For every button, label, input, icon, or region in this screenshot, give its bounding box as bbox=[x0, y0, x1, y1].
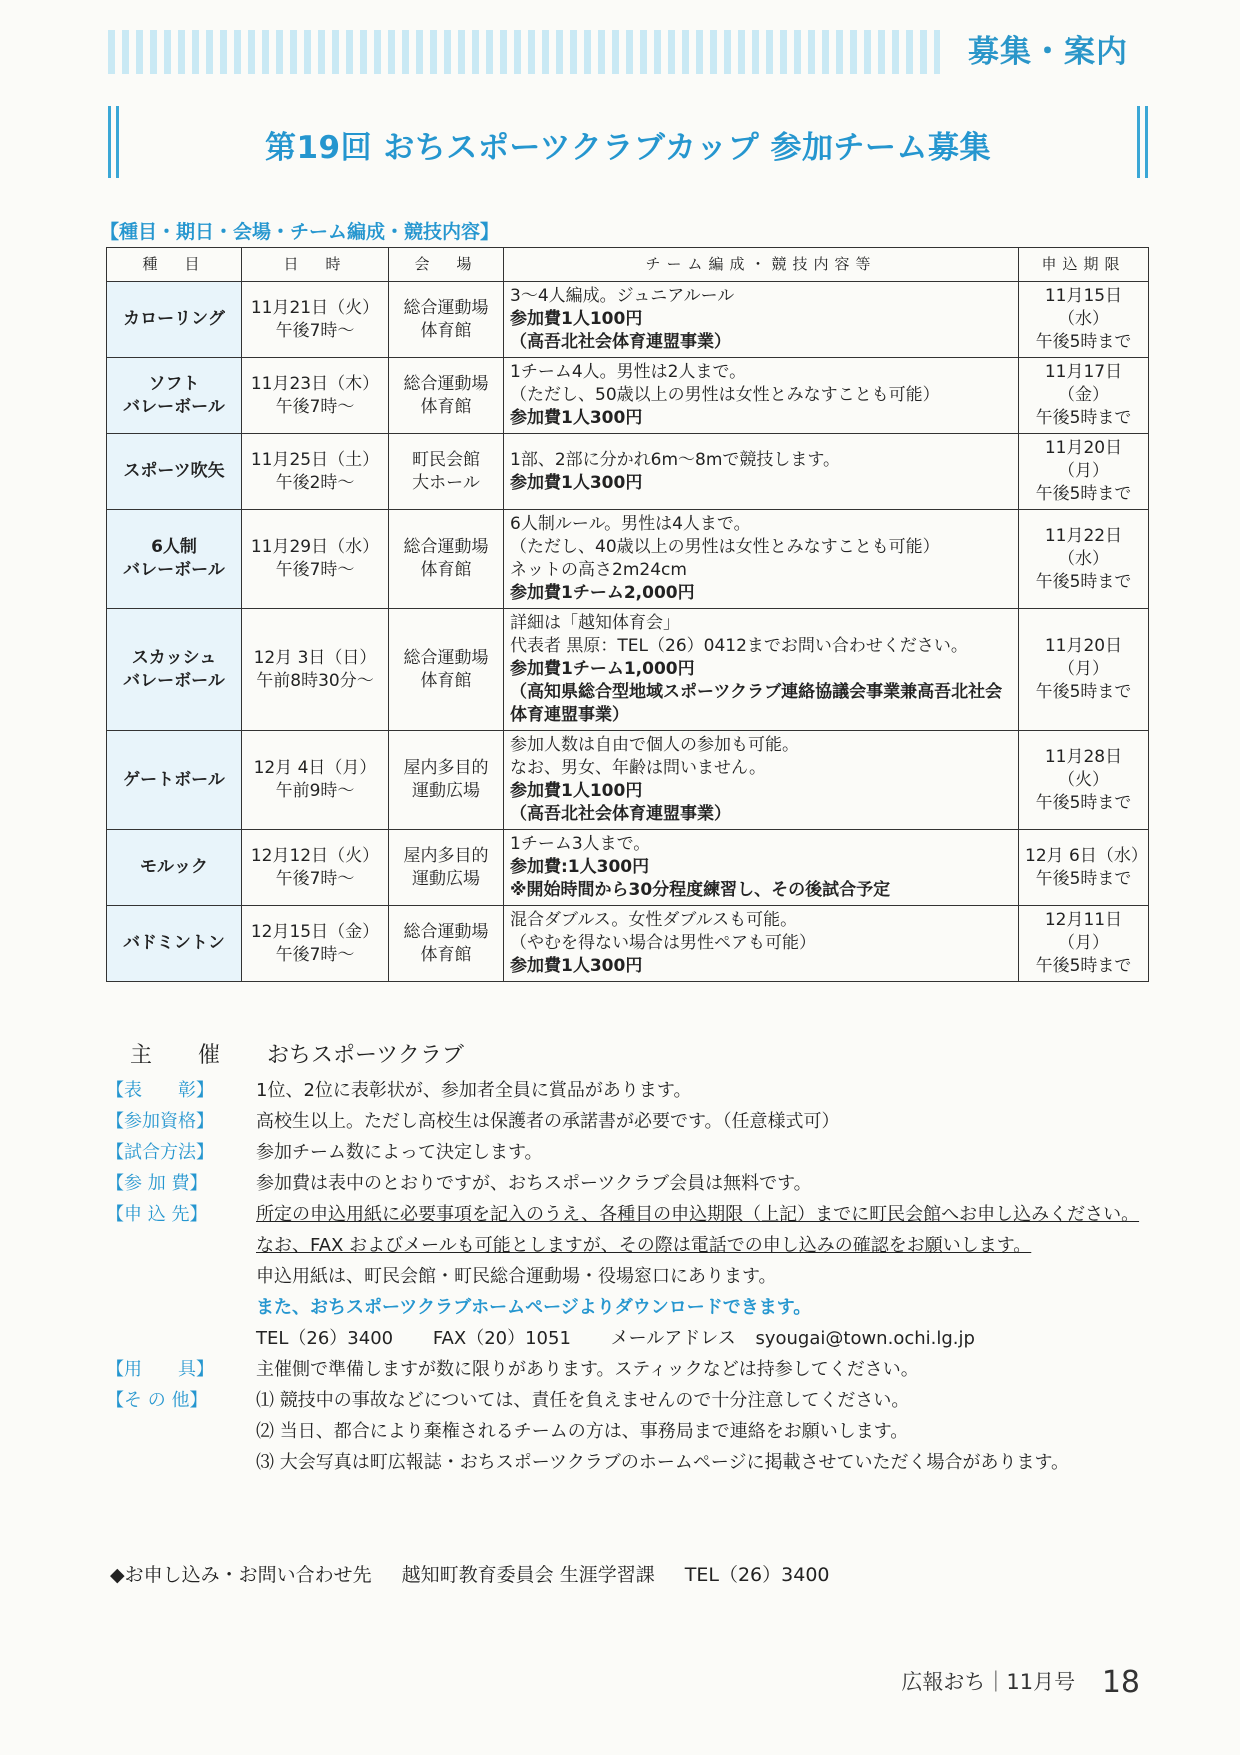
inquiry-org: 越知町教育委員会 生涯学習課 bbox=[401, 1564, 655, 1586]
sport-cell bbox=[107, 906, 242, 982]
date-line: 午前9時～ bbox=[275, 781, 355, 801]
method-value: 参加チーム数によって決定します。 bbox=[256, 1142, 543, 1163]
venue-line: 屋内多目的 bbox=[403, 845, 489, 866]
venue-line: 町民会館 bbox=[412, 449, 480, 470]
details-line: 参加費1人300円 bbox=[510, 408, 643, 428]
details-line: 参加人数は自由で個人の参加も可能。 bbox=[510, 735, 799, 755]
date-line: 午後7時～ bbox=[275, 396, 355, 417]
date-cell bbox=[242, 906, 389, 982]
header-tag: 募集・案内 bbox=[940, 30, 1148, 74]
date-cell bbox=[242, 510, 389, 609]
deadline-cell bbox=[1019, 609, 1149, 731]
deadline-line: 午後5時まで bbox=[1035, 956, 1132, 976]
apply-label: 【申 込 先】 bbox=[106, 1204, 208, 1225]
details-line: （ただし、50歳以上の男性は女性とみなすことも可能） bbox=[510, 385, 940, 405]
deadline-cell bbox=[1019, 282, 1149, 358]
apply-download-note: また、おちスポーツクラブホームページよりダウンロードできます。 bbox=[256, 1297, 812, 1318]
col-header-sport: 種 目 bbox=[107, 248, 242, 282]
sport-name: カローリング bbox=[123, 309, 225, 329]
deadline-line: 11月20日（月） bbox=[1044, 636, 1123, 679]
fee-label: 【参 加 費】 bbox=[106, 1173, 208, 1194]
info-apply bbox=[106, 1199, 1146, 1354]
info-eligibility bbox=[106, 1106, 1146, 1137]
col-header-deadline: 申込期限 bbox=[1019, 248, 1149, 282]
award-value: 1位、2位に表彰状が、参加者全員に賞品があります。 bbox=[256, 1080, 692, 1101]
contact-fax: FAX（20）1051 bbox=[432, 1328, 571, 1349]
table-row bbox=[107, 731, 1149, 830]
details-line: 6人制ルール。男性は4人まで。 bbox=[510, 514, 751, 534]
deadline-line: 12月11日（月） bbox=[1044, 910, 1123, 953]
details-line: 参加費1チーム1,000円 bbox=[510, 659, 695, 679]
details-cell bbox=[504, 282, 1019, 358]
date-line: 午後7時～ bbox=[275, 320, 355, 341]
info-fee bbox=[106, 1168, 1146, 1199]
venue-line: 体育館 bbox=[420, 396, 472, 417]
deadline-line: 11月22日（水） bbox=[1044, 525, 1123, 569]
date-line: 午後7時～ bbox=[275, 944, 355, 965]
details-line: 3～4人編成。ジュニアルール bbox=[510, 286, 735, 306]
details-line: （高吾北社会体育連盟事業） bbox=[510, 804, 731, 824]
inquiry-label: ◆お申し込み・お問い合わせ先 bbox=[110, 1564, 372, 1586]
deadline-cell bbox=[1019, 830, 1149, 906]
col-header-date: 日 時 bbox=[242, 248, 389, 282]
date-cell bbox=[242, 358, 389, 434]
venue-cell bbox=[389, 609, 504, 731]
date-cell bbox=[242, 434, 389, 510]
details-line: 混合ダブルス。女性ダブルスも可能。 bbox=[510, 910, 798, 930]
details-line: 参加費1チーム2,000円 bbox=[510, 583, 695, 603]
date-line: 11月25日（土） bbox=[250, 449, 380, 470]
deadline-cell bbox=[1019, 906, 1149, 982]
fee-value: 参加費は表中のとおりですが、おちスポーツクラブ会員は無料です。 bbox=[256, 1173, 812, 1194]
info-award bbox=[106, 1075, 1146, 1106]
sport-name: バレーボール bbox=[123, 670, 225, 691]
sport-name: バレーボール bbox=[123, 560, 225, 580]
inquiry-tel: TEL（26）3400 bbox=[684, 1564, 830, 1586]
deadline-line: 午後5時まで bbox=[1035, 408, 1132, 428]
table-row bbox=[107, 906, 1149, 982]
details-line: 詳細は「越知体育会」 bbox=[510, 613, 680, 633]
details-line: 参加費1人100円 bbox=[510, 309, 643, 329]
details-line: 代表者 黒原：TEL（26）0412までお問い合わせください。 bbox=[510, 636, 968, 656]
award-label: 【表 彰】 bbox=[106, 1080, 214, 1101]
deadline-cell bbox=[1019, 731, 1149, 830]
details-line: 1部、2部に分かれ6m～8mで競技します。 bbox=[510, 449, 841, 470]
info-method bbox=[106, 1137, 1146, 1168]
table-row bbox=[107, 434, 1149, 510]
date-line: 12月12日（火） bbox=[250, 845, 380, 866]
venue-cell bbox=[389, 434, 504, 510]
date-line: 12月 3日（日） bbox=[253, 647, 377, 668]
deadline-line: 午後5時まで bbox=[1035, 484, 1132, 504]
details-line: （高知県総合型地域スポーツクラブ連絡協議会事業兼高吾北社会体育連盟事業） bbox=[510, 682, 1003, 725]
equipment-label: 【用 具】 bbox=[106, 1359, 214, 1380]
venue-line: 体育館 bbox=[420, 670, 472, 691]
deadline-cell bbox=[1019, 510, 1149, 609]
deadline-line: 午後5時まで bbox=[1035, 571, 1132, 592]
contact-line bbox=[256, 1323, 1146, 1354]
date-line: 11月21日（火） bbox=[250, 297, 380, 318]
deadline-line: 午後5時まで bbox=[1035, 332, 1132, 352]
sport-name: ソフト bbox=[148, 373, 200, 394]
sport-name: モルック bbox=[140, 857, 208, 877]
date-line: 午後2時～ bbox=[275, 472, 355, 493]
sport-name: スカッシュ bbox=[131, 647, 217, 668]
other-item: ⑵ 当日、都合により棄権されるチームの方は、事務局まで連絡をお願いします。 bbox=[256, 1421, 909, 1442]
other-list bbox=[256, 1385, 1146, 1478]
deadline-line: 12月 6日（水） bbox=[1025, 845, 1148, 866]
venue-cell bbox=[389, 906, 504, 982]
table-row bbox=[107, 510, 1149, 609]
details-line: （ただし、40歳以上の男性は女性とみなすことも可能） bbox=[510, 537, 940, 557]
date-cell bbox=[242, 282, 389, 358]
other-label: 【そ の 他】 bbox=[106, 1390, 208, 1411]
details-cell bbox=[504, 609, 1019, 731]
date-cell bbox=[242, 731, 389, 830]
footer-magazine: 広報おち｜11月号 bbox=[901, 1670, 1076, 1694]
table-body bbox=[107, 282, 1149, 982]
details-line: （高吾北社会体育連盟事業） bbox=[510, 332, 731, 352]
section-label: 【種目・期日・会場・チーム編成・競技内容】 bbox=[100, 221, 500, 243]
deadline-cell bbox=[1019, 358, 1149, 434]
date-cell bbox=[242, 830, 389, 906]
header-band bbox=[108, 30, 1148, 74]
date-cell bbox=[242, 609, 389, 731]
sport-cell bbox=[107, 731, 242, 830]
sport-name: バレーボール bbox=[123, 396, 225, 417]
date-line: 12月15日（金） bbox=[250, 921, 380, 942]
eligibility-label: 【参加資格】 bbox=[106, 1111, 214, 1132]
apply-text-1: 所定の申込用紙に必要事項を記入のうえ、各種目の申込期限（上記）までに町民会館へお申し込みください。なお、FAX およびメールも可能としますが、その際は電話での申し込みの確認をお願いします。 bbox=[256, 1204, 1140, 1256]
deadline-line: 午後5時まで bbox=[1035, 868, 1132, 889]
date-line: 11月23日（木） bbox=[250, 373, 380, 394]
date-line: 12月 4日（月） bbox=[253, 758, 377, 778]
details-line: 参加費:1人300円 bbox=[510, 857, 650, 877]
contact-mail-label: メールアドレス bbox=[610, 1328, 736, 1349]
venue-line: 総合運動場 bbox=[403, 921, 489, 942]
details-cell bbox=[504, 906, 1019, 982]
deadline-line: 11月20日（月） bbox=[1044, 438, 1123, 481]
table-row bbox=[107, 358, 1149, 434]
venue-line: 総合運動場 bbox=[403, 373, 489, 394]
table-row bbox=[107, 609, 1149, 731]
sport-name: バドミントン bbox=[123, 933, 225, 953]
info-section bbox=[106, 1075, 1146, 1478]
details-line: 参加費1人300円 bbox=[510, 956, 643, 976]
title-box bbox=[108, 106, 1148, 178]
details-cell bbox=[504, 830, 1019, 906]
venue-line: 体育館 bbox=[420, 320, 472, 341]
sport-name: ゲートボール bbox=[123, 769, 225, 790]
title-bar-right-inner bbox=[1137, 106, 1140, 178]
details-line: （やむを得ない場合は男性ペアも可能） bbox=[510, 933, 816, 953]
info-equipment bbox=[106, 1354, 1146, 1385]
venue-line: 総合運動場 bbox=[403, 537, 489, 557]
venue-cell bbox=[389, 358, 504, 434]
deadline-line: 午後5時まで bbox=[1035, 792, 1132, 813]
eligibility-value: 高校生以上。ただし高校生は保護者の承諾書が必要です。（任意様式可） bbox=[256, 1111, 840, 1132]
details-cell bbox=[504, 358, 1019, 434]
deadline-cell bbox=[1019, 434, 1149, 510]
deadline-line: 11月28日（火） bbox=[1044, 746, 1123, 790]
table-header-row bbox=[107, 248, 1149, 282]
date-line: 午後7時～ bbox=[275, 868, 355, 889]
venue-line: 屋内多目的 bbox=[403, 758, 489, 778]
venue-cell bbox=[389, 282, 504, 358]
details-cell bbox=[504, 731, 1019, 830]
col-header-details: チーム編成・競技内容等 bbox=[504, 248, 1019, 282]
date-line: 11月29日（水） bbox=[250, 537, 380, 557]
sport-cell bbox=[107, 282, 242, 358]
date-line: 午前8時30分～ bbox=[256, 670, 374, 691]
venue-line: 大ホール bbox=[412, 472, 480, 493]
details-line: 1チーム3人まで。 bbox=[510, 834, 651, 854]
events-table bbox=[106, 247, 1149, 982]
host-label: 主 催 bbox=[130, 1043, 233, 1068]
deadline-line: 11月15日（水） bbox=[1044, 286, 1123, 329]
sport-cell bbox=[107, 510, 242, 609]
page-title: 第19回 おちスポーツクラブカップ 参加チーム募集 bbox=[264, 130, 992, 166]
venue-cell bbox=[389, 510, 504, 609]
details-line: 1チーム4人。男性は2人まで。 bbox=[510, 362, 747, 382]
details-line: ※開始時間から30分程度練習し、その後試合予定 bbox=[510, 880, 891, 900]
page-number: 18 bbox=[1101, 1665, 1140, 1700]
date-line: 午後7時～ bbox=[275, 560, 355, 580]
apply-value bbox=[256, 1199, 1146, 1354]
table-row bbox=[107, 830, 1149, 906]
venue-line: 総合運動場 bbox=[403, 297, 489, 318]
details-line: 参加費1人300円 bbox=[510, 472, 643, 493]
sport-cell bbox=[107, 434, 242, 510]
sport-cell bbox=[107, 609, 242, 731]
host-value: おちスポーツクラブ bbox=[267, 1043, 464, 1068]
venue-line: 運動広場 bbox=[412, 781, 480, 801]
table-row bbox=[107, 282, 1149, 358]
sport-cell bbox=[107, 830, 242, 906]
details-line: ネットの高さ2m24cm bbox=[510, 560, 687, 580]
contact-mail[interactable]: syougai@town.ochi.lg.jp bbox=[755, 1328, 975, 1349]
sport-name: 6人制 bbox=[151, 537, 197, 557]
sport-name: スポーツ吹矢 bbox=[123, 461, 225, 481]
details-line: なお、男女、年齢は問いません。 bbox=[510, 758, 767, 778]
venue-line: 運動広場 bbox=[412, 868, 480, 889]
venue-line: 総合運動場 bbox=[403, 647, 489, 668]
venue-cell bbox=[389, 830, 504, 906]
venue-line: 体育館 bbox=[420, 944, 472, 965]
sport-cell bbox=[107, 358, 242, 434]
contact-tel: TEL（26）3400 bbox=[256, 1328, 394, 1349]
details-cell bbox=[504, 510, 1019, 609]
other-item: ⑴ 競技中の事故などについては、責任を負えませんので十分注意してください。 bbox=[256, 1390, 910, 1411]
deadline-line: 午後5時まで bbox=[1035, 682, 1132, 702]
venue-cell bbox=[389, 731, 504, 830]
footer bbox=[901, 1665, 1140, 1700]
details-line: 参加費1人100円 bbox=[510, 781, 643, 801]
apply-text-2: 申込用紙は、町民会館・町民総合運動場・役場窓口にあります。 bbox=[256, 1266, 777, 1287]
details-cell bbox=[504, 434, 1019, 510]
venue-line: 体育館 bbox=[420, 560, 472, 580]
info-other bbox=[106, 1385, 1146, 1478]
equipment-value: 主催側で準備しますが数に限りがあります。スティックなどは持参してください。 bbox=[256, 1359, 919, 1380]
col-header-venue: 会 場 bbox=[389, 248, 504, 282]
other-item: ⑶ 大会写真は町広報誌・おちスポーツクラブのホームページに掲載させていただく場合があります。 bbox=[256, 1452, 1070, 1473]
host-row bbox=[130, 1038, 464, 1069]
method-label: 【試合方法】 bbox=[106, 1142, 214, 1163]
title-bar-right bbox=[1145, 106, 1148, 178]
inquiry-line bbox=[110, 1560, 854, 1587]
deadline-line: 11月17日（金） bbox=[1044, 362, 1123, 405]
